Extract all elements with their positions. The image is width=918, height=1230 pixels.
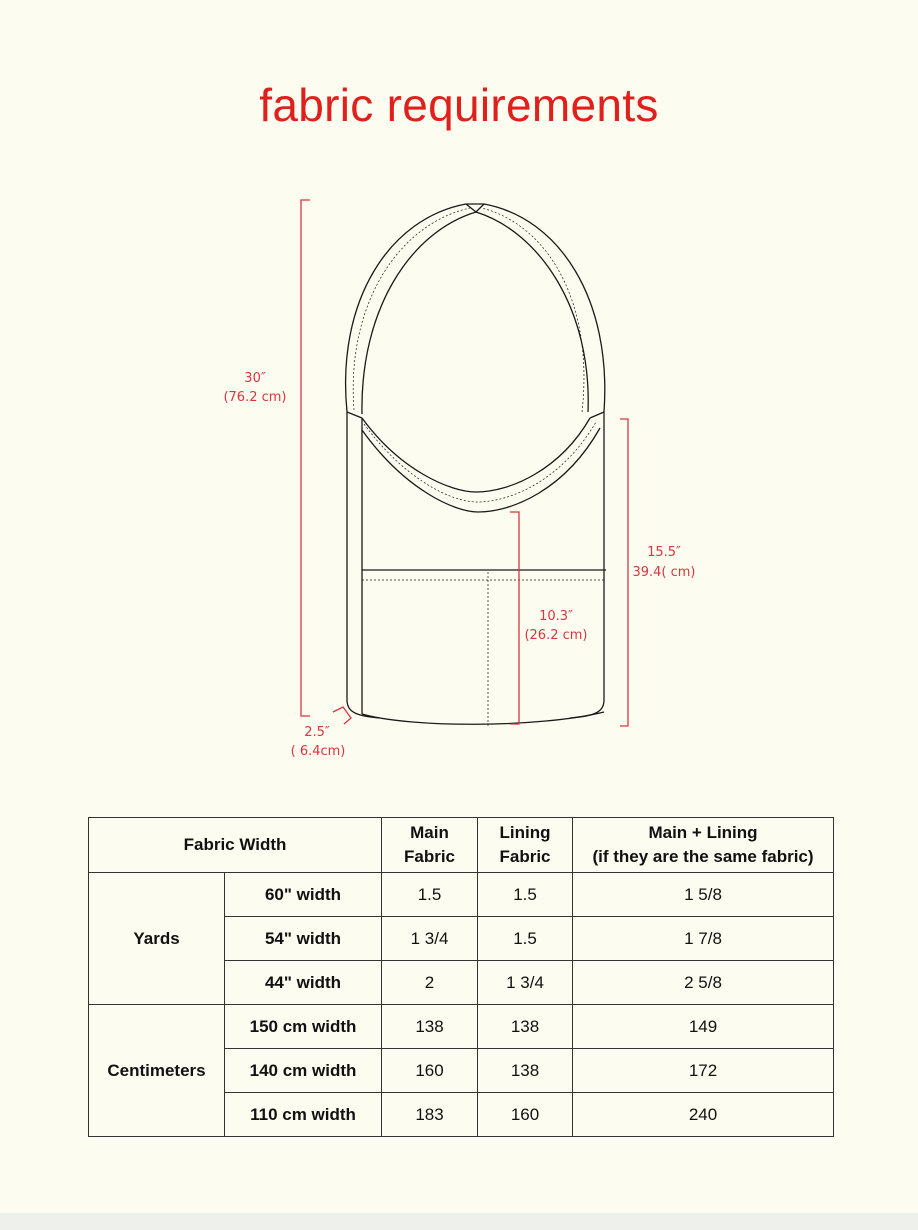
- cell-main: 138: [382, 1005, 478, 1049]
- cell-lining: 138: [478, 1049, 573, 1093]
- strap-outer: [346, 204, 605, 412]
- header-lining-line1: Lining: [499, 823, 551, 842]
- bag-right-side: [570, 412, 604, 718]
- cell-lining: 1 3/4: [478, 961, 573, 1005]
- body-dimension-line: [620, 419, 628, 726]
- header-fabric-width: Fabric Width: [89, 818, 382, 873]
- header-main-plus-lining: [573, 818, 834, 873]
- cell-lining: 138: [478, 1005, 573, 1049]
- cell-main: 183: [382, 1093, 478, 1137]
- header-main-fabric: [382, 818, 478, 873]
- pocket-height-cm: (26.2 cm): [524, 628, 588, 643]
- cell-main: 160: [382, 1049, 478, 1093]
- row-width: 140 cm width: [225, 1049, 382, 1093]
- rim-right: [590, 412, 604, 418]
- row-width: 150 cm width: [225, 1005, 382, 1049]
- page-title: fabric requirements: [259, 79, 659, 131]
- cell-combined: 149: [573, 1005, 834, 1049]
- body-height-inch: 15.5″: [647, 545, 681, 560]
- cell-lining: 1.5: [478, 917, 573, 961]
- header-main-line1: Main: [410, 823, 449, 842]
- cell-combined: 1 5/8: [573, 873, 834, 917]
- rim-left: [347, 412, 362, 418]
- cell-lining: 160: [478, 1093, 573, 1137]
- header-lining-fabric: [478, 818, 573, 873]
- bottom-edge: [0, 1213, 918, 1230]
- opening-stitch: [364, 422, 596, 502]
- header-lining-line2: Fabric: [499, 847, 551, 866]
- header-combined-line1: Main + Lining: [648, 823, 758, 842]
- cell-lining: 1.5: [478, 873, 573, 917]
- base-depth-inch: 2.5″: [304, 725, 330, 740]
- fabric-requirements-table: [88, 817, 834, 1137]
- row-width: 44" width: [225, 961, 382, 1005]
- group-label-centimeters: Centimeters: [89, 1005, 225, 1137]
- dimension-labels: [223, 371, 695, 759]
- strap-length-inch: 30″: [244, 371, 266, 386]
- row-width: 54" width: [225, 917, 382, 961]
- body-height-cm: 39.4( cm): [632, 565, 696, 580]
- pocket-dimension-line: [510, 512, 519, 724]
- group-label-yards: Yards: [89, 873, 225, 1005]
- cell-main: 2: [382, 961, 478, 1005]
- cell-combined: 2 5/8: [573, 961, 834, 1005]
- base-dimension-line: [333, 707, 351, 724]
- cell-main: 1 3/4: [382, 917, 478, 961]
- cell-combined: 240: [573, 1093, 834, 1137]
- bag-left-side: [347, 412, 380, 718]
- cell-main: 1.5: [382, 873, 478, 917]
- opening-inner: [362, 428, 600, 512]
- table-row: [89, 1005, 834, 1049]
- base-depth-cm: ( 6.4cm): [290, 744, 346, 759]
- bag-illustration: [346, 204, 606, 728]
- header-combined-line2: (if they are the same fabric): [592, 847, 814, 866]
- table-header-row: [89, 818, 834, 873]
- pocket-height-inch: 10.3″: [539, 609, 573, 624]
- table-row: [89, 873, 834, 917]
- strap-dimension-line: [301, 200, 310, 716]
- header-main-line2: Fabric: [404, 847, 456, 866]
- strap-length-cm: (76.2 cm): [223, 390, 287, 405]
- dimension-lines: [301, 200, 628, 726]
- cell-combined: 172: [573, 1049, 834, 1093]
- row-width: 110 cm width: [225, 1093, 382, 1137]
- row-width: 60" width: [225, 873, 382, 917]
- cell-combined: 1 7/8: [573, 917, 834, 961]
- bag-bottom: [362, 712, 604, 724]
